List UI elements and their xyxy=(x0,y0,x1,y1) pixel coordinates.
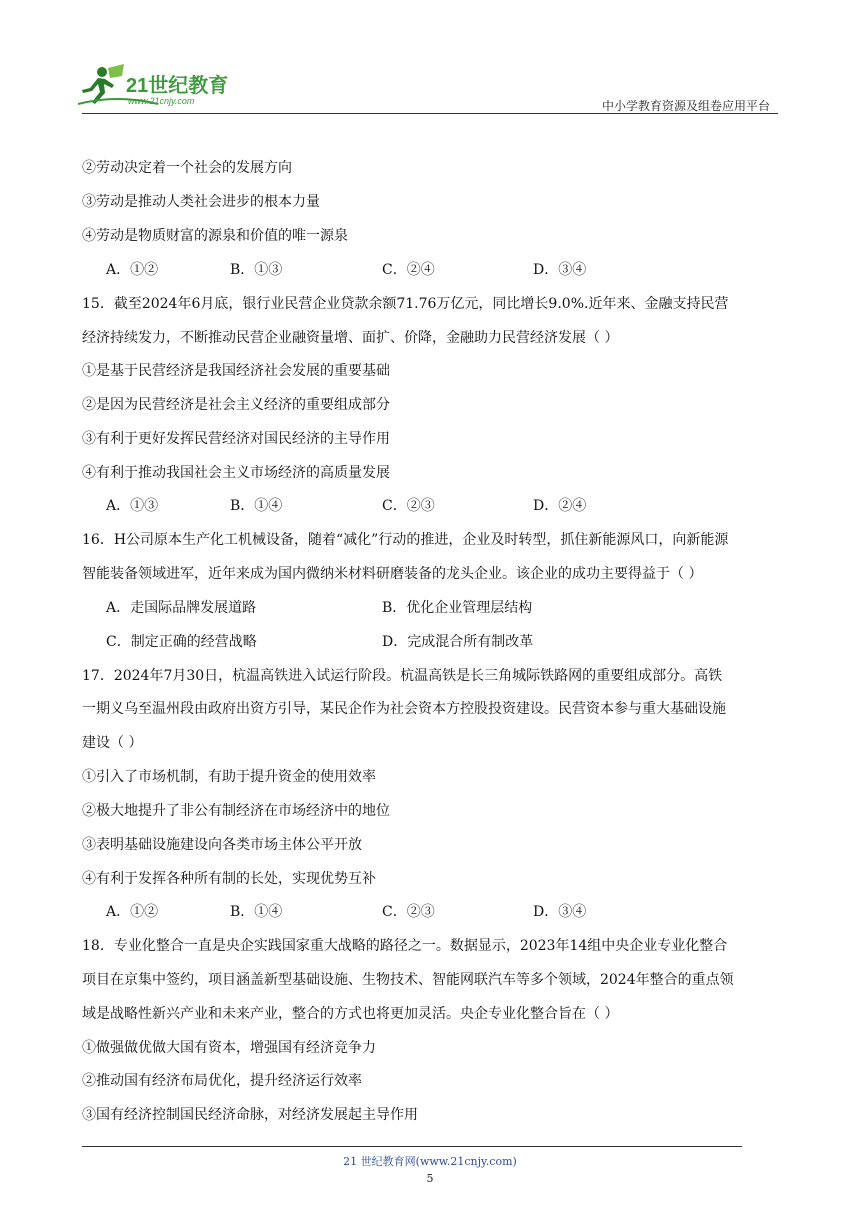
footer-site-link[interactable]: 21 世纪教育网(www.21cnjy.com) xyxy=(343,1155,517,1168)
footer-divider xyxy=(82,1146,742,1147)
header-divider xyxy=(82,113,778,114)
site-name: 中小学教育资源及组卷应用平台 xyxy=(601,99,770,113)
q16-stem-line-1: 16．H公司原本生产化工机械设备，随着“减化”行动的推进，企业及时转型，抓住新能源风口，向新能源 xyxy=(82,532,729,548)
q17-option-a[interactable]: A．①② xyxy=(106,904,159,920)
q15-stem-line-2: 经济持续发力，不断推动民营企业融资量增、面扩、价降，金融助力民营经济发展（ ） xyxy=(82,330,619,346)
q17-option-c[interactable]: C．②③ xyxy=(382,904,435,920)
q15-option-c[interactable]: C．②③ xyxy=(382,498,435,514)
q15-option-d[interactable]: D．②④ xyxy=(533,498,587,514)
q17-statement-3: ③表明基础设施建设向各类市场主体公平开放 xyxy=(82,837,362,853)
q18-stem-line-3: 域是战略性新兴产业和未来产业，整合的方式也将更加灵活。央企专业化整合旨在（ ） xyxy=(82,1006,619,1022)
q18-stem-line-1: 18．专业化整合一直是央企实践国家重大战略的路径之一。数据显示，2023年14组中央企业专业化整合 xyxy=(82,938,728,954)
q15-statement-3: ③有利于更好发挥民营经济对国民经济的主导作用 xyxy=(82,431,390,447)
q17-statement-2: ②极大地提升了非公有制经济在市场经济中的地位 xyxy=(82,803,390,819)
q17-statement-4: ④有利于发挥各种所有制的长处，实现优势互补 xyxy=(82,871,376,887)
logo xyxy=(78,64,248,108)
q16-option-c[interactable]: C．制定正确的经营战略 xyxy=(106,634,257,650)
q18-statement-2: ②推动国有经济布局优化，提升经济运行效率 xyxy=(82,1073,362,1089)
q17-stem-line-3: 建设（ ） xyxy=(82,735,143,751)
q14-statement-3: ③劳动是推动人类社会进步的根本力量 xyxy=(82,194,320,210)
q17-stem-line-2: 一期义乌至温州段由政府出资方引导，某民企作为社会资本方控股投资建设。民营资本参与重大基础设施 xyxy=(82,701,726,717)
q18-statement-3: ③国有经济控制国民经济命脉，对经济发展起主导作用 xyxy=(82,1107,418,1123)
q17-stem-line-1: 17．2024年7月30日，杭温高铁进入试运行阶段。杭温高铁是长三角城际铁路网的重要组成部分。高铁 xyxy=(82,668,723,684)
q15-option-a[interactable]: A．①③ xyxy=(106,498,159,514)
logo-text: 21世纪教育 xyxy=(126,75,229,97)
q16-option-b[interactable]: B．优化企业管理层结构 xyxy=(382,600,533,616)
q16-stem-line-2: 智能装备领域进军，近年来成为国内微纳米材料研磨装备的龙头企业。该企业的成功主要得益于（ ） xyxy=(82,566,703,582)
q15-statement-1: ①是基于民营经济是我国经济社会发展的重要基础 xyxy=(82,363,390,379)
q15-statement-4: ④有利于推动我国社会主义市场经济的高质量发展 xyxy=(82,465,390,481)
page-number: 5 xyxy=(426,1172,434,1185)
q17-option-d[interactable]: D．③④ xyxy=(533,904,587,920)
q14-option-b[interactable]: B．①③ xyxy=(230,262,283,278)
page-header xyxy=(0,0,860,115)
q14-statement-2: ②劳动决定着一个社会的发展方向 xyxy=(82,160,292,176)
q18-stem-line-2: 项目在京集中签约，项目涵盖新型基础设施、生物技术、智能网联汽车等多个领域，2024年整合的重点领 xyxy=(82,972,734,988)
q15-stem-line-1: 15．截至2024年6月底，银行业民营企业贷款余额71.76万亿元，同比增长9.0%.近年来、金融支持民营 xyxy=(82,296,729,312)
logo-url: www.21cnjy.com xyxy=(128,96,195,106)
q15-statement-2: ②是因为民营经济是社会主义经济的重要组成部分 xyxy=(82,397,390,413)
q17-option-b[interactable]: B．①④ xyxy=(230,904,283,920)
q16-option-a[interactable]: A．走国际品牌发展道路 xyxy=(106,600,257,616)
q17-statement-1: ①引入了市场机制，有助于提升资金的使用效率 xyxy=(82,769,376,785)
q14-option-a[interactable]: A．①② xyxy=(106,262,159,278)
q14-option-c[interactable]: C．②④ xyxy=(382,262,435,278)
q14-option-d[interactable]: D．③④ xyxy=(533,262,587,278)
q16-option-d[interactable]: D．完成混合所有制改革 xyxy=(382,634,534,650)
q18-statement-1: ①做强做优做大国有资本，增强国有经济竞争力 xyxy=(82,1040,376,1056)
q15-option-b[interactable]: B．①④ xyxy=(230,498,283,514)
q14-statement-4: ④劳动是物质财富的源泉和价值的唯一源泉 xyxy=(82,228,348,244)
